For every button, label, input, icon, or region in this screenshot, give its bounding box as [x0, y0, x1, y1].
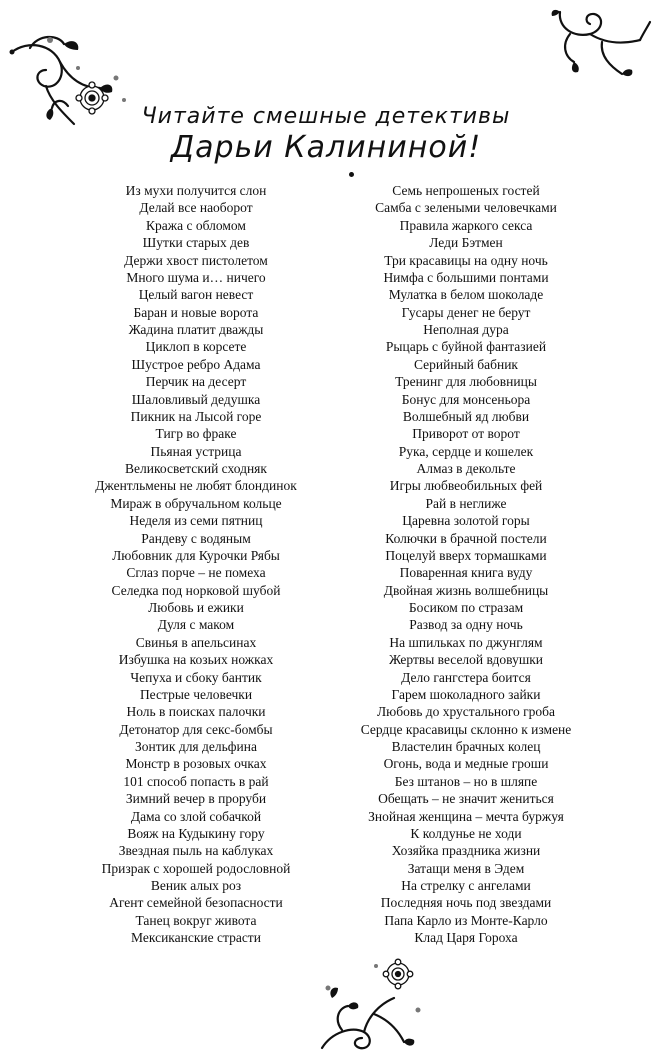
book-title: Колючки в брачной постели: [385, 530, 547, 546]
book-title: Пьяная устрица: [150, 443, 242, 459]
book-title: Папа Карло из Монте-Карло: [384, 912, 548, 928]
book-title: Шутки старых дев: [142, 235, 250, 251]
book-title: Много шума и… ничего: [126, 269, 266, 285]
book-title: Жертвы веселой вдовушки: [388, 652, 544, 668]
book-title: Без штанов – но в шляпе: [394, 773, 538, 789]
book-title: Тигр во фраке: [155, 426, 237, 442]
book-title: Любовник для Курочки Рябы: [112, 547, 280, 563]
book-title: Звездная пыль на каблуках: [118, 843, 274, 859]
book-title: Затащи меня в Эдем: [407, 860, 525, 876]
book-title: Бонус для монсеньора: [401, 391, 531, 407]
book-title: Гарем шоколадного зайки: [391, 686, 541, 702]
book-title: Из мухи получится слон: [125, 183, 267, 198]
book-title: Рыцарь с буйной фантазией: [385, 339, 547, 355]
book-title: Поцелуй вверх тормашками: [385, 547, 547, 563]
book-title: На стрелку с ангелами: [401, 878, 531, 893]
book-title: Последняя ночь под звездами: [380, 895, 552, 911]
floral-swirl-top-right-icon: [540, 4, 652, 84]
book-title: Держи хвост пистолетом: [124, 252, 268, 268]
heading-dot-ornament: [349, 172, 354, 177]
book-title: Целый вагон невест: [138, 287, 254, 303]
book-title: Волшебный яд любви: [402, 408, 530, 424]
book-title: Мулатка в белом шоколаде: [388, 287, 544, 303]
book-title: Леди Бэтмен: [429, 235, 503, 251]
book-title: Сердце красавицы склонно к измене: [360, 721, 572, 737]
book-title: Алмаз в декольте: [416, 461, 516, 476]
book-title: Пестрые человечки: [139, 686, 253, 702]
book-title: Знойная женщина – мечта буржуя: [368, 808, 564, 824]
book-title: Зимний вечер в проруби: [125, 791, 267, 807]
book-title: Избушка на козьих ножках: [118, 652, 274, 668]
book-title: Царевна золотой горы: [402, 513, 530, 529]
book-title: Босиком по стразам: [408, 600, 524, 615]
heading-line-1: Читайте смешные детективы: [141, 104, 511, 129]
book-title: Любовь до хрустального гроба: [376, 704, 556, 720]
book-title: Вояж на Кудыкину гору: [127, 825, 265, 841]
book-title: Рука, сердце и кошелек: [398, 443, 534, 459]
book-title: Любовь и ежики: [148, 600, 244, 615]
book-title: Властелин брачных колец: [391, 739, 541, 754]
floral-swirl-bottom-icon: [312, 952, 432, 1052]
book-title: Сглаз порче – не помеха: [126, 565, 266, 581]
book-title: Селедка под норковой шубой: [111, 582, 281, 598]
book-title: Жадина платит дважды: [128, 322, 264, 337]
book-title: Неполная дура: [423, 322, 509, 337]
book-title: Чепуха и сбоку бантик: [130, 669, 262, 685]
book-title: Монстр в розовых очках: [125, 756, 267, 772]
book-title: Серийный бабник: [414, 356, 518, 372]
titles-left-column: [56, 182, 336, 947]
book-title: Гусары денег не берут: [401, 304, 531, 320]
book-title: Мираж в обручальном кольце: [110, 495, 282, 511]
book-title: Мексиканские страсти: [131, 930, 261, 946]
book-title: Хозяйка праздника жизни: [391, 843, 541, 859]
book-title: Джентльмены не любят блондинок: [95, 478, 297, 494]
book-title: Зонтик для дельфина: [135, 739, 257, 754]
book-title: Огонь, вода и медные гроши: [383, 756, 549, 772]
book-title: Приворот от ворот: [412, 426, 520, 442]
book-title: Три красавицы на одну ночь: [384, 252, 548, 268]
titles-right-column: [326, 182, 606, 947]
book-title: Шустрое ребро Адама: [131, 356, 261, 372]
book-title: Танец вокруг живота: [135, 912, 257, 928]
book-title: Обещать – не значит жениться: [378, 791, 554, 807]
book-title: Двойная жизнь волшебницы: [383, 582, 549, 598]
book-title: Поваренная книга вуду: [399, 565, 533, 581]
book-title: Нимфа с большими понтами: [383, 269, 549, 285]
book-title: Дама со злой собачкой: [130, 808, 262, 824]
book-title: Великосветский сходняк: [125, 461, 267, 476]
book-title: Пикник на Лысой горе: [130, 408, 262, 424]
book-title: Рай в неглиже: [425, 495, 507, 511]
book-title: 101 способ попасть в рай: [123, 773, 269, 789]
book-title: Баран и новые ворота: [133, 304, 259, 320]
book-title: Кража с обломом: [146, 217, 246, 233]
book-title: Семь непрошеных гостей: [392, 183, 540, 198]
book-title: Перчик на десерт: [145, 374, 247, 390]
heading-author-name: Дарьи Калининой!: [170, 130, 482, 165]
book-title: Неделя из семи пятниц: [129, 513, 263, 529]
book-title: Шаловливый дедушка: [131, 391, 261, 407]
book-title: Дуля с маком: [157, 617, 235, 633]
book-title: Призрак с хорошей родословной: [101, 860, 291, 876]
book-title: Правила жаркого секса: [399, 217, 533, 233]
book-title: Дело гангстера боится: [401, 669, 531, 685]
book-title: Рандеву с водяным: [141, 530, 251, 546]
book-title: Делай все наоборот: [139, 200, 253, 216]
book-title: К колдунье не ходи: [410, 825, 522, 841]
book-title: Ноль в поисках палочки: [126, 704, 266, 720]
book-title: Циклоп в корсете: [145, 339, 247, 355]
book-title: Самба с зелеными человечками: [375, 200, 557, 216]
book-title: Свинья в апельсинах: [135, 634, 257, 650]
book-title: Веник алых роз: [150, 878, 242, 893]
book-title: На шпильках по джунглям: [389, 634, 543, 650]
book-title: Клад Царя Гороха: [414, 930, 518, 946]
book-title: Агент семейной безопасности: [109, 895, 283, 911]
book-title: Развод за одну ночь: [409, 617, 523, 633]
book-title: Игры любвеобильных фей: [389, 478, 543, 494]
book-title: Детонатор для секс-бомбы: [119, 721, 273, 737]
book-title: Тренинг для любовницы: [395, 374, 537, 390]
